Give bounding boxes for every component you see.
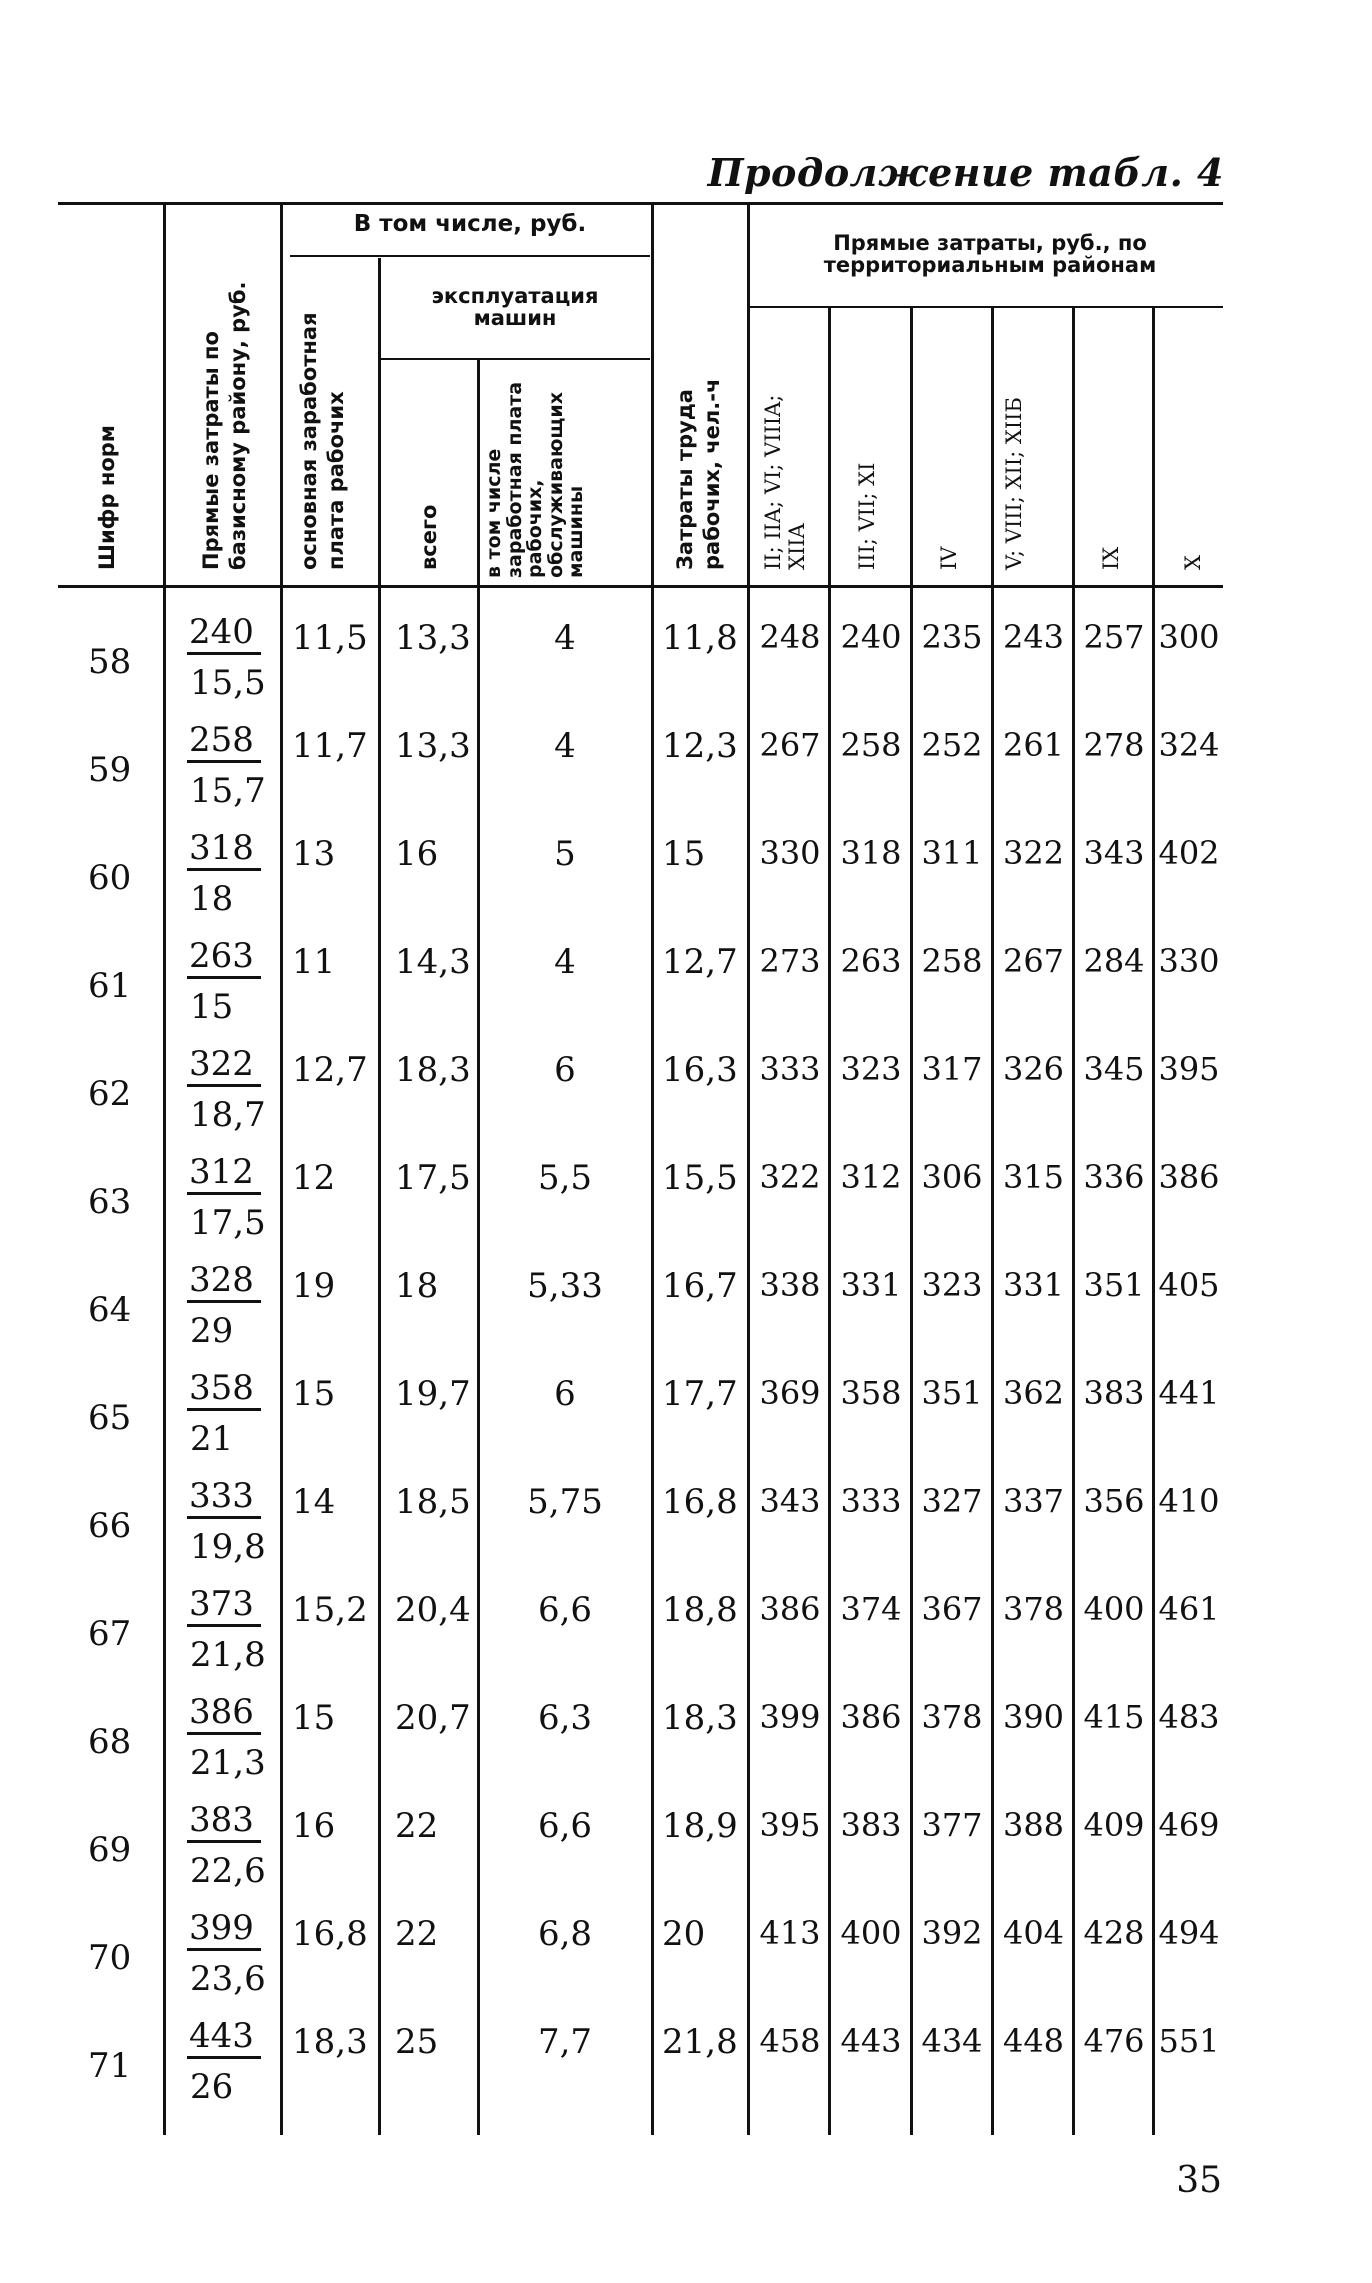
row-region-3: 327 [921, 1482, 983, 1520]
header-direct-base: Прямые затраты по базисному району, руб. [199, 281, 251, 570]
row-direct-base-den: 17,5 [190, 1203, 266, 1243]
row-labor: 17,7 [662, 1374, 738, 1414]
row-machine-wage: 6 [554, 1050, 576, 1090]
row-region-2: 386 [840, 1698, 902, 1736]
row-region-5: 476 [1083, 2022, 1145, 2060]
header-region-3: IV [937, 546, 961, 570]
col-rule-8 [910, 308, 913, 2135]
row-region-4: 378 [1002, 1590, 1065, 1628]
row-machine-total: 20,4 [395, 1590, 471, 1630]
row-region-3: 323 [921, 1266, 983, 1304]
row-region-6: 386 [1158, 1158, 1220, 1196]
row-region-5: 428 [1083, 1914, 1145, 1952]
row-region-1: 395 [759, 1806, 821, 1844]
incl-group-rule [290, 255, 650, 257]
row-region-5: 284 [1083, 942, 1145, 980]
row-machine-wage: 4 [554, 618, 576, 658]
row-direct-base-num: 328 [187, 1260, 261, 1303]
row-region-4: 261 [1002, 726, 1065, 764]
header-machine-total: всего [417, 504, 441, 570]
row-direct-base-num: 386 [187, 1692, 261, 1735]
row-region-4: 331 [1002, 1266, 1065, 1304]
header-machine-group: эксплуатация машин [431, 284, 599, 331]
row-labor: 15 [662, 834, 706, 874]
row-labor: 18,9 [662, 1806, 738, 1846]
row-region-1: 386 [759, 1590, 821, 1628]
row-labor: 12,7 [662, 942, 738, 982]
row-region-5: 343 [1083, 834, 1145, 872]
row-region-3: 252 [921, 726, 983, 764]
table-top-rule [58, 202, 1223, 205]
row-machine-wage: 7,7 [537, 2022, 593, 2062]
row-labor: 16,7 [662, 1266, 738, 1306]
row-main-wage: 19 [292, 1266, 336, 1306]
row-region-5: 257 [1083, 618, 1145, 656]
row-region-6: 402 [1158, 834, 1220, 872]
row-region-3: 378 [921, 1698, 983, 1736]
row-region-1: 338 [759, 1266, 821, 1304]
col-rule-9 [991, 308, 994, 2135]
header-machine-wage: в том числе заработная плата рабочих, обслуживающих машины [483, 381, 588, 578]
row-direct-base-den: 23,6 [190, 1959, 266, 1999]
row-region-6: 469 [1158, 1806, 1220, 1844]
row-region-5: 356 [1083, 1482, 1145, 1520]
row-region-2: 374 [840, 1590, 902, 1628]
row-main-wage: 15 [292, 1698, 336, 1738]
row-machine-total: 13,3 [395, 726, 471, 766]
row-main-wage: 11,5 [292, 618, 368, 658]
row-direct-base-num: 333 [187, 1476, 261, 1519]
row-region-3: 377 [921, 1806, 983, 1844]
row-main-wage: 11 [292, 942, 336, 982]
row-machine-wage: 6,8 [537, 1914, 593, 1954]
row-region-1: 333 [759, 1050, 821, 1088]
row-region-5: 336 [1083, 1158, 1145, 1196]
row-direct-base-num: 399 [187, 1908, 261, 1951]
row-region-3: 367 [921, 1590, 983, 1628]
row-region-5: 345 [1083, 1050, 1145, 1088]
row-region-5: 351 [1083, 1266, 1145, 1304]
row-labor: 16,3 [662, 1050, 738, 1090]
machine-group-rule [380, 358, 650, 360]
row-main-wage: 12 [292, 1158, 336, 1198]
row-machine-wage: 5,5 [537, 1158, 593, 1198]
row-main-wage: 18,3 [292, 2022, 368, 2062]
col-rule-3 [378, 258, 381, 2135]
row-region-2: 318 [840, 834, 902, 872]
row-region-3: 235 [921, 618, 983, 656]
col-rule-6 [747, 205, 750, 2135]
row-region-2: 312 [840, 1158, 902, 1196]
table-caption: Продолжение табл. 4 [707, 150, 1224, 195]
row-region-6: 483 [1158, 1698, 1220, 1736]
row-labor: 20 [662, 1914, 706, 1954]
row-region-2: 323 [840, 1050, 902, 1088]
header-labor: Затраты труда рабочих, чел.-ч [673, 378, 725, 570]
row-region-2: 258 [840, 726, 902, 764]
row-main-wage: 13 [292, 834, 336, 874]
row-region-4: 362 [1002, 1374, 1065, 1412]
col-rule-11 [1152, 308, 1155, 2135]
row-region-1: 413 [759, 1914, 821, 1952]
row-region-5: 383 [1083, 1374, 1145, 1412]
row-direct-base-num: 263 [187, 936, 261, 979]
row-region-1: 273 [759, 942, 821, 980]
row-direct-base-num: 312 [187, 1152, 261, 1195]
row-direct-base-den: 18,7 [190, 1095, 266, 1135]
row-region-2: 240 [840, 618, 902, 656]
header-bottom-rule [58, 585, 1223, 588]
row-direct-base-den: 21 [190, 1419, 234, 1459]
row-region-1: 267 [759, 726, 821, 764]
row-region-6: 461 [1158, 1590, 1220, 1628]
row-region-1: 248 [759, 618, 821, 656]
row-code: 65 [88, 1398, 132, 1438]
row-main-wage: 14 [292, 1482, 336, 1522]
row-machine-wage: 5,75 [527, 1482, 603, 1522]
row-region-6: 405 [1158, 1266, 1220, 1304]
row-region-2: 263 [840, 942, 902, 980]
row-region-5: 409 [1083, 1806, 1145, 1844]
col-rule-10 [1072, 308, 1075, 2135]
row-direct-base-num: 373 [187, 1584, 261, 1627]
row-direct-base-den: 19,8 [190, 1527, 266, 1567]
row-region-1: 369 [759, 1374, 821, 1412]
row-code: 67 [88, 1614, 132, 1654]
row-code: 60 [88, 858, 132, 898]
row-labor: 15,5 [662, 1158, 738, 1198]
row-main-wage: 12,7 [292, 1050, 368, 1090]
col-rule-1 [163, 205, 166, 2135]
row-region-6: 395 [1158, 1050, 1220, 1088]
row-code: 70 [88, 1938, 132, 1978]
row-main-wage: 16,8 [292, 1914, 368, 1954]
header-main-wage: основная заработная плата рабочих [297, 312, 349, 570]
row-region-2: 383 [840, 1806, 902, 1844]
header-region-4: V; VIII; XII; XIIБ [1002, 397, 1026, 570]
row-region-4: 267 [1002, 942, 1065, 980]
row-region-1: 343 [759, 1482, 821, 1520]
row-machine-wage: 5,33 [527, 1266, 603, 1306]
row-labor: 18,8 [662, 1590, 738, 1630]
row-direct-base-num: 383 [187, 1800, 261, 1843]
row-region-2: 331 [840, 1266, 902, 1304]
row-code: 61 [88, 966, 132, 1006]
row-code: 69 [88, 1830, 132, 1870]
row-direct-base-den: 15,5 [190, 663, 266, 703]
header-incl-group: В том числе, руб. [353, 211, 587, 237]
col-rule-2 [280, 205, 283, 2135]
row-machine-total: 20,7 [395, 1698, 471, 1738]
row-direct-base-den: 29 [190, 1311, 234, 1351]
row-region-6: 330 [1158, 942, 1220, 980]
header-shifr: Шифр норм [95, 425, 119, 570]
row-direct-base-den: 15 [190, 987, 234, 1027]
row-region-5: 400 [1083, 1590, 1145, 1628]
row-code: 66 [88, 1506, 132, 1546]
row-main-wage: 11,7 [292, 726, 368, 766]
row-region-4: 390 [1002, 1698, 1065, 1736]
row-machine-total: 17,5 [395, 1158, 471, 1198]
row-region-6: 494 [1158, 1914, 1220, 1952]
row-region-4: 243 [1002, 618, 1065, 656]
row-machine-wage: 4 [554, 942, 576, 982]
row-direct-base-den: 26 [190, 2067, 234, 2107]
row-region-3: 258 [921, 942, 983, 980]
row-region-3: 306 [921, 1158, 983, 1196]
row-region-6: 551 [1158, 2022, 1220, 2060]
row-direct-base-den: 21,3 [190, 1743, 266, 1783]
row-region-2: 400 [840, 1914, 902, 1952]
row-direct-base-num: 358 [187, 1368, 261, 1411]
header-regions-group: Прямые затраты, руб., по территориальным районам [823, 231, 1157, 278]
col-rule-4 [477, 360, 480, 2135]
row-region-6: 324 [1158, 726, 1220, 764]
col-rule-5 [651, 205, 654, 2135]
row-region-5: 415 [1083, 1698, 1145, 1736]
col-rule-7 [828, 308, 831, 2135]
row-machine-total: 22 [395, 1806, 439, 1846]
row-machine-wage: 6,6 [537, 1806, 593, 1846]
header-region-6: X [1181, 555, 1205, 570]
row-region-6: 300 [1158, 618, 1220, 656]
row-machine-total: 13,3 [395, 618, 471, 658]
row-direct-base-num: 258 [187, 720, 261, 763]
row-direct-base-den: 22,6 [190, 1851, 266, 1891]
row-labor: 21,8 [662, 2022, 738, 2062]
row-region-4: 315 [1002, 1158, 1065, 1196]
row-machine-total: 18,5 [395, 1482, 471, 1522]
row-region-4: 337 [1002, 1482, 1065, 1520]
row-code: 71 [88, 2046, 132, 2086]
header-region-2: III; VII; XI [855, 462, 879, 570]
row-direct-base-den: 18 [190, 879, 234, 919]
row-machine-wage: 6 [554, 1374, 576, 1414]
row-code: 62 [88, 1074, 132, 1114]
row-region-4: 404 [1002, 1914, 1065, 1952]
row-direct-base-num: 240 [187, 612, 261, 655]
row-code: 58 [88, 642, 132, 682]
row-region-3: 351 [921, 1374, 983, 1412]
row-machine-wage: 6,6 [537, 1590, 593, 1630]
row-region-6: 441 [1158, 1374, 1220, 1412]
row-direct-base-num: 318 [187, 828, 261, 871]
row-region-4: 448 [1002, 2022, 1065, 2060]
row-machine-total: 18,3 [395, 1050, 471, 1090]
row-region-1: 458 [759, 2022, 821, 2060]
row-region-2: 333 [840, 1482, 902, 1520]
row-direct-base-num: 443 [187, 2016, 261, 2059]
row-region-3: 311 [921, 834, 983, 872]
row-region-4: 322 [1002, 834, 1065, 872]
row-code: 59 [88, 750, 132, 790]
row-region-5: 278 [1083, 726, 1145, 764]
row-code: 64 [88, 1290, 132, 1330]
row-region-3: 392 [921, 1914, 983, 1952]
header-region-5: IX [1099, 546, 1123, 570]
row-machine-total: 19,7 [395, 1374, 471, 1414]
row-region-2: 358 [840, 1374, 902, 1412]
row-machine-total: 22 [395, 1914, 439, 1954]
row-machine-total: 18 [395, 1266, 439, 1306]
row-region-1: 399 [759, 1698, 821, 1736]
row-main-wage: 15 [292, 1374, 336, 1414]
row-labor: 18,3 [662, 1698, 738, 1738]
row-main-wage: 15,2 [292, 1590, 368, 1630]
row-machine-wage: 4 [554, 726, 576, 766]
row-labor: 12,3 [662, 726, 738, 766]
row-direct-base-den: 15,7 [190, 771, 266, 811]
row-labor: 11,8 [662, 618, 738, 658]
header-region-1: II; IIA; VI; VIIIA; XIIA [761, 394, 809, 570]
row-labor: 16,8 [662, 1482, 738, 1522]
row-region-4: 388 [1002, 1806, 1065, 1844]
row-direct-base-num: 322 [187, 1044, 261, 1087]
row-region-1: 322 [759, 1158, 821, 1196]
row-main-wage: 16 [292, 1806, 336, 1846]
row-machine-total: 25 [395, 2022, 439, 2062]
row-region-3: 434 [921, 2022, 983, 2060]
row-region-1: 330 [759, 834, 821, 872]
row-machine-total: 14,3 [395, 942, 471, 982]
row-machine-total: 16 [395, 834, 439, 874]
row-code: 68 [88, 1722, 132, 1762]
row-region-3: 317 [921, 1050, 983, 1088]
row-region-4: 326 [1002, 1050, 1065, 1088]
row-machine-wage: 5 [554, 834, 576, 874]
page-number: 35 [1176, 2160, 1222, 2201]
row-direct-base-den: 21,8 [190, 1635, 266, 1675]
row-machine-wage: 6,3 [537, 1698, 593, 1738]
row-code: 63 [88, 1182, 132, 1222]
row-region-6: 410 [1158, 1482, 1220, 1520]
row-region-2: 443 [840, 2022, 902, 2060]
